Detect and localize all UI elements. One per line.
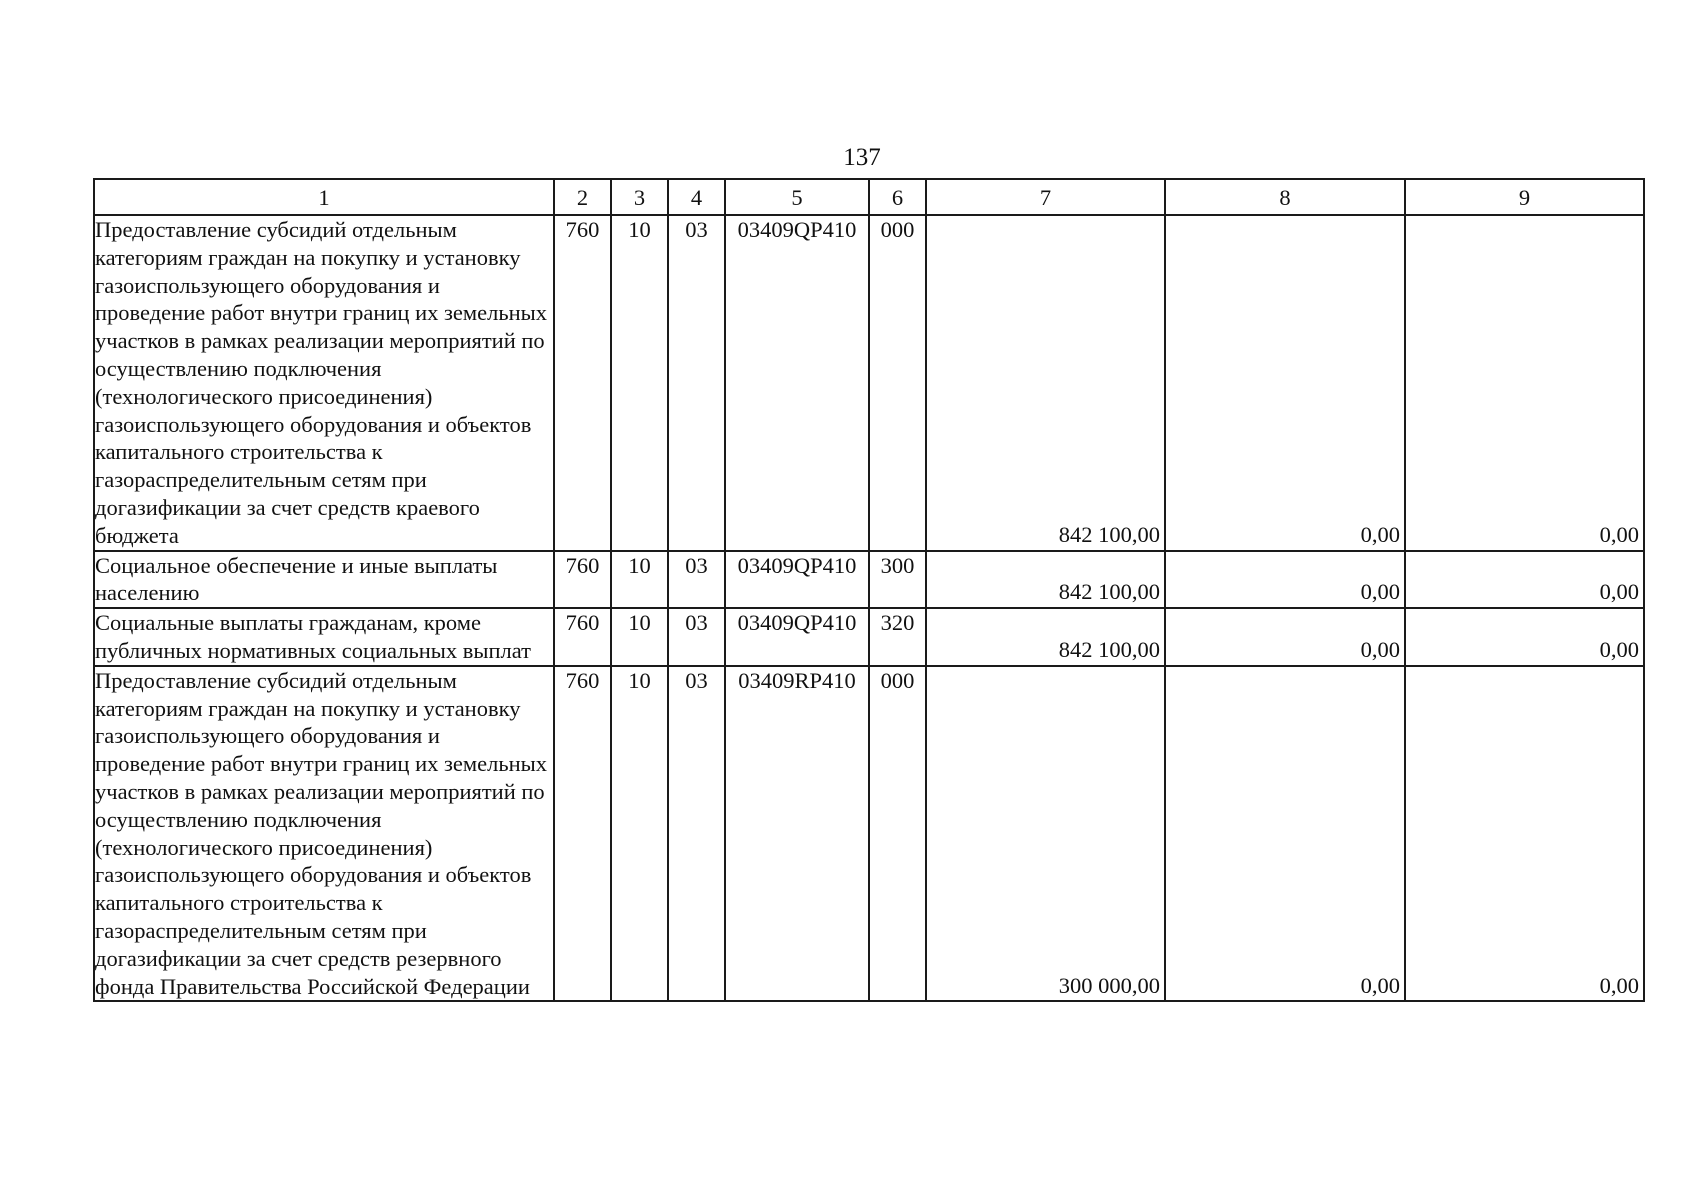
row-name: Социальное обеспечение и иные выплаты населению [94,551,554,609]
row-code-4: 03 [668,551,725,609]
budget-table [93,178,1645,1002]
row-name: Предоставление субсидий отдельным категориям граждан на покупку и установку газоиспользующего оборудования и проведение работ внутри границ их земельных участков в рамках реализации мероприятий по осуществлению подключения (технологического присоединения) газоиспользующего оборудования и объектов капитального строительства к газораспределительным сетям при догазификации за счет средств резервного фонда Правительства Российской Федерации [94,666,554,1002]
header-row [94,179,1644,215]
row-code-5: 03409QP410 [725,215,869,551]
row-amount-9: 0,00 [1405,215,1644,551]
row-code-4: 03 [668,666,725,1002]
row-amount-7: 842 100,00 [926,551,1165,609]
row-amount-8: 0,00 [1165,215,1405,551]
column-header-3: 3 [611,179,668,215]
row-code-6: 300 [869,551,926,609]
column-header-1: 1 [94,179,554,215]
column-header-8: 8 [1165,179,1405,215]
row-amount-9: 0,00 [1405,608,1644,666]
table-row [94,551,1644,609]
row-code-2: 760 [554,608,611,666]
row-code-2: 760 [554,551,611,609]
row-code-5: 03409QP410 [725,608,869,666]
table-row [94,215,1644,551]
row-amount-7: 842 100,00 [926,215,1165,551]
column-header-6: 6 [869,179,926,215]
row-name: Предоставление субсидий отдельным категориям граждан на покупку и установку газоиспользующего оборудования и проведение работ внутри границ их земельных участков в рамках реализации мероприятий по осуществлению подключения (технологического присоединения) газоиспользующего оборудования и объектов капитального строительства к газораспределительным сетям при догазификации за счет средств краевого бюджета [94,215,554,551]
row-code-3: 10 [611,608,668,666]
row-amount-8: 0,00 [1165,551,1405,609]
row-amount-7: 300 000,00 [926,666,1165,1002]
row-code-5: 03409QP410 [725,551,869,609]
column-header-2: 2 [554,179,611,215]
row-code-6: 000 [869,215,926,551]
page-number: 137 [843,144,881,171]
table-row [94,608,1644,666]
row-name: Социальные выплаты гражданам, кроме публичных нормативных социальных выплат [94,608,554,666]
column-header-7: 7 [926,179,1165,215]
row-code-6: 000 [869,666,926,1002]
row-code-2: 760 [554,215,611,551]
row-code-6: 320 [869,608,926,666]
table-row [94,666,1644,1002]
row-amount-7: 842 100,00 [926,608,1165,666]
row-amount-9: 0,00 [1405,551,1644,609]
row-code-4: 03 [668,215,725,551]
row-amount-9: 0,00 [1405,666,1644,1002]
row-code-5: 03409RP410 [725,666,869,1002]
row-code-3: 10 [611,666,668,1002]
column-header-4: 4 [668,179,725,215]
row-amount-8: 0,00 [1165,608,1405,666]
row-code-4: 03 [668,608,725,666]
row-code-2: 760 [554,666,611,1002]
row-code-3: 10 [611,551,668,609]
row-code-3: 10 [611,215,668,551]
row-amount-8: 0,00 [1165,666,1405,1002]
column-header-9: 9 [1405,179,1644,215]
column-header-5: 5 [725,179,869,215]
